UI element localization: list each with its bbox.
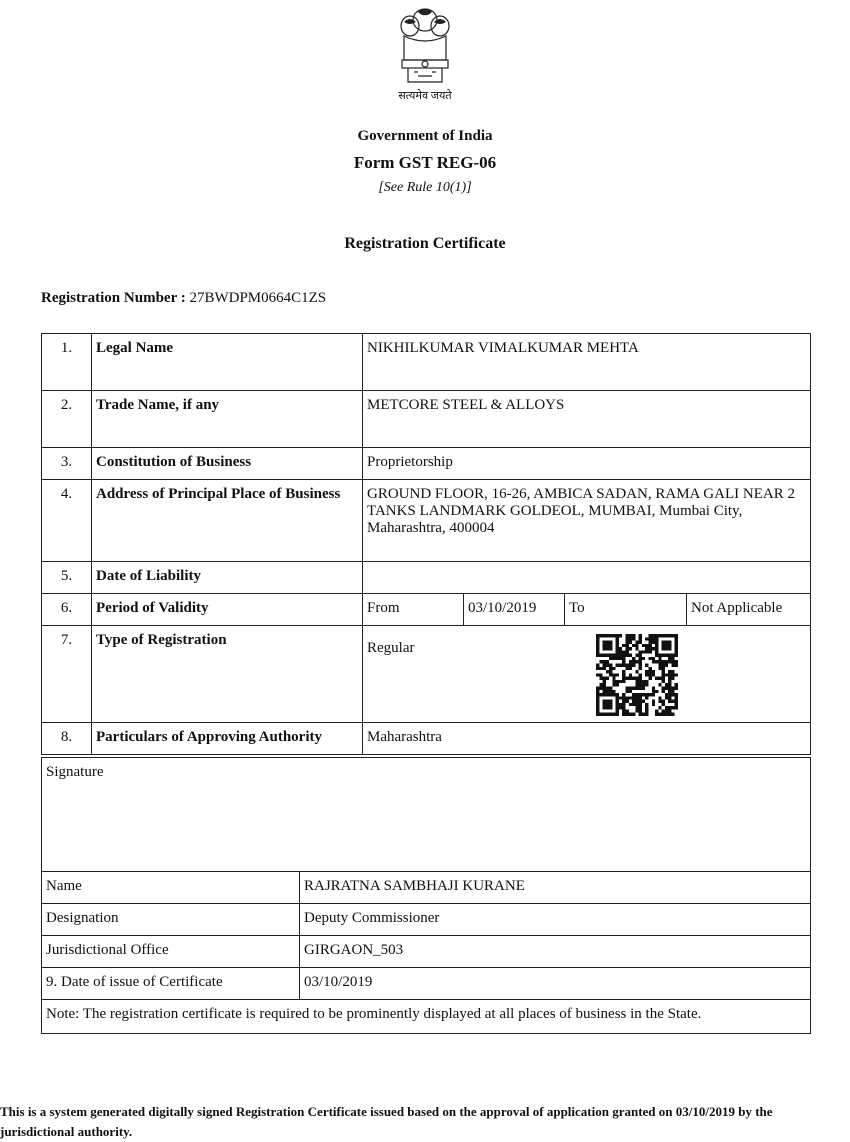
issue-date-value: 03/10/2019: [300, 968, 811, 1000]
validity-to-value: Not Applicable: [687, 594, 811, 626]
address-value: GROUND FLOOR, 16-26, AMBICA SADAN, RAMA GALI NEAR 2 TANKS LANDMARK GOLDEOL, MUMBAI, Mumbai City, Maharashtra, 400004: [363, 480, 811, 562]
details-table: [41, 333, 811, 755]
row-number: 3.: [42, 448, 92, 480]
designation-label: Designation: [42, 904, 300, 936]
rule-reference: [See Rule 10(1)]: [378, 180, 472, 195]
national-emblem-icon: [388, 2, 462, 88]
row-label: Address of Principal Place of Business: [92, 480, 363, 562]
validity-to-label: To: [565, 594, 687, 626]
table-row: [42, 968, 811, 1000]
table-row: [42, 391, 811, 448]
table-row: [42, 334, 811, 391]
registration-number-label: Registration Number :: [41, 290, 186, 306]
table-row: [42, 626, 811, 723]
row-label: Period of Validity: [92, 594, 363, 626]
certificate-title: Registration Certificate: [344, 235, 506, 252]
qr-code-icon: [596, 634, 678, 716]
government-heading: Government of India: [357, 128, 493, 144]
jurisdictional-office-value: GIRGAON_503: [300, 936, 811, 968]
registration-number-value: 27BWDPM0664C1ZS: [189, 290, 327, 306]
table-row: [42, 872, 811, 904]
row-number: 5.: [42, 562, 92, 594]
table-row: [42, 1000, 811, 1034]
row-label: Legal Name: [92, 334, 363, 391]
table-row: [42, 936, 811, 968]
form-title: Form GST REG-06: [353, 153, 497, 172]
validity-from-value: 03/10/2019: [464, 594, 565, 626]
display-note: Note: The registration certificate is required to be prominently displayed at all places of business in the State.: [42, 1000, 811, 1034]
table-row: [42, 594, 811, 626]
registration-number-line: [41, 290, 326, 307]
trade-name-value: METCORE STEEL & ALLOYS: [363, 391, 811, 448]
approving-authority-value: Maharashtra: [363, 723, 811, 755]
signatory-name-value: RAJRATNA SAMBHAJI KURANE: [300, 872, 811, 904]
constitution-value: Proprietorship: [363, 448, 811, 480]
row-label: Particulars of Approving Authority: [92, 723, 363, 755]
signature-label: Signature: [42, 758, 811, 872]
issue-date-label: 9. Date of issue of Certificate: [42, 968, 300, 1000]
row-label: Trade Name, if any: [92, 391, 363, 448]
legal-name-value: NIKHILKUMAR VIMALKUMAR MEHTA: [363, 334, 811, 391]
signature-table: [41, 757, 811, 1034]
signatory-name-label: Name: [42, 872, 300, 904]
table-row: [42, 723, 811, 755]
footer-disclaimer: This is a system generated digitally signed Registration Certificate issued based on the approval of application granted on 03/10/2019 by the jurisdictional authority.: [0, 1104, 773, 1139]
date-of-liability-value: [363, 562, 811, 594]
table-row: [42, 562, 811, 594]
table-row: [42, 448, 811, 480]
row-label: Date of Liability: [92, 562, 363, 594]
row-number: 1.: [42, 334, 92, 391]
row-number: 6.: [42, 594, 92, 626]
row-number: 4.: [42, 480, 92, 562]
registration-type-value: Regular: [363, 626, 811, 723]
emblem-motto: सत्यमेव जयते: [398, 90, 452, 102]
row-number: 2.: [42, 391, 92, 448]
row-label: Type of Registration: [92, 626, 363, 723]
table-row: [42, 758, 811, 872]
row-label: Constitution of Business: [92, 448, 363, 480]
row-number: 7.: [42, 626, 92, 723]
designation-value: Deputy Commissioner: [300, 904, 811, 936]
table-row: [42, 480, 811, 562]
validity-from-label: From: [363, 594, 464, 626]
row-number: 8.: [42, 723, 92, 755]
jurisdictional-office-label: Jurisdictional Office: [42, 936, 300, 968]
table-row: [42, 904, 811, 936]
